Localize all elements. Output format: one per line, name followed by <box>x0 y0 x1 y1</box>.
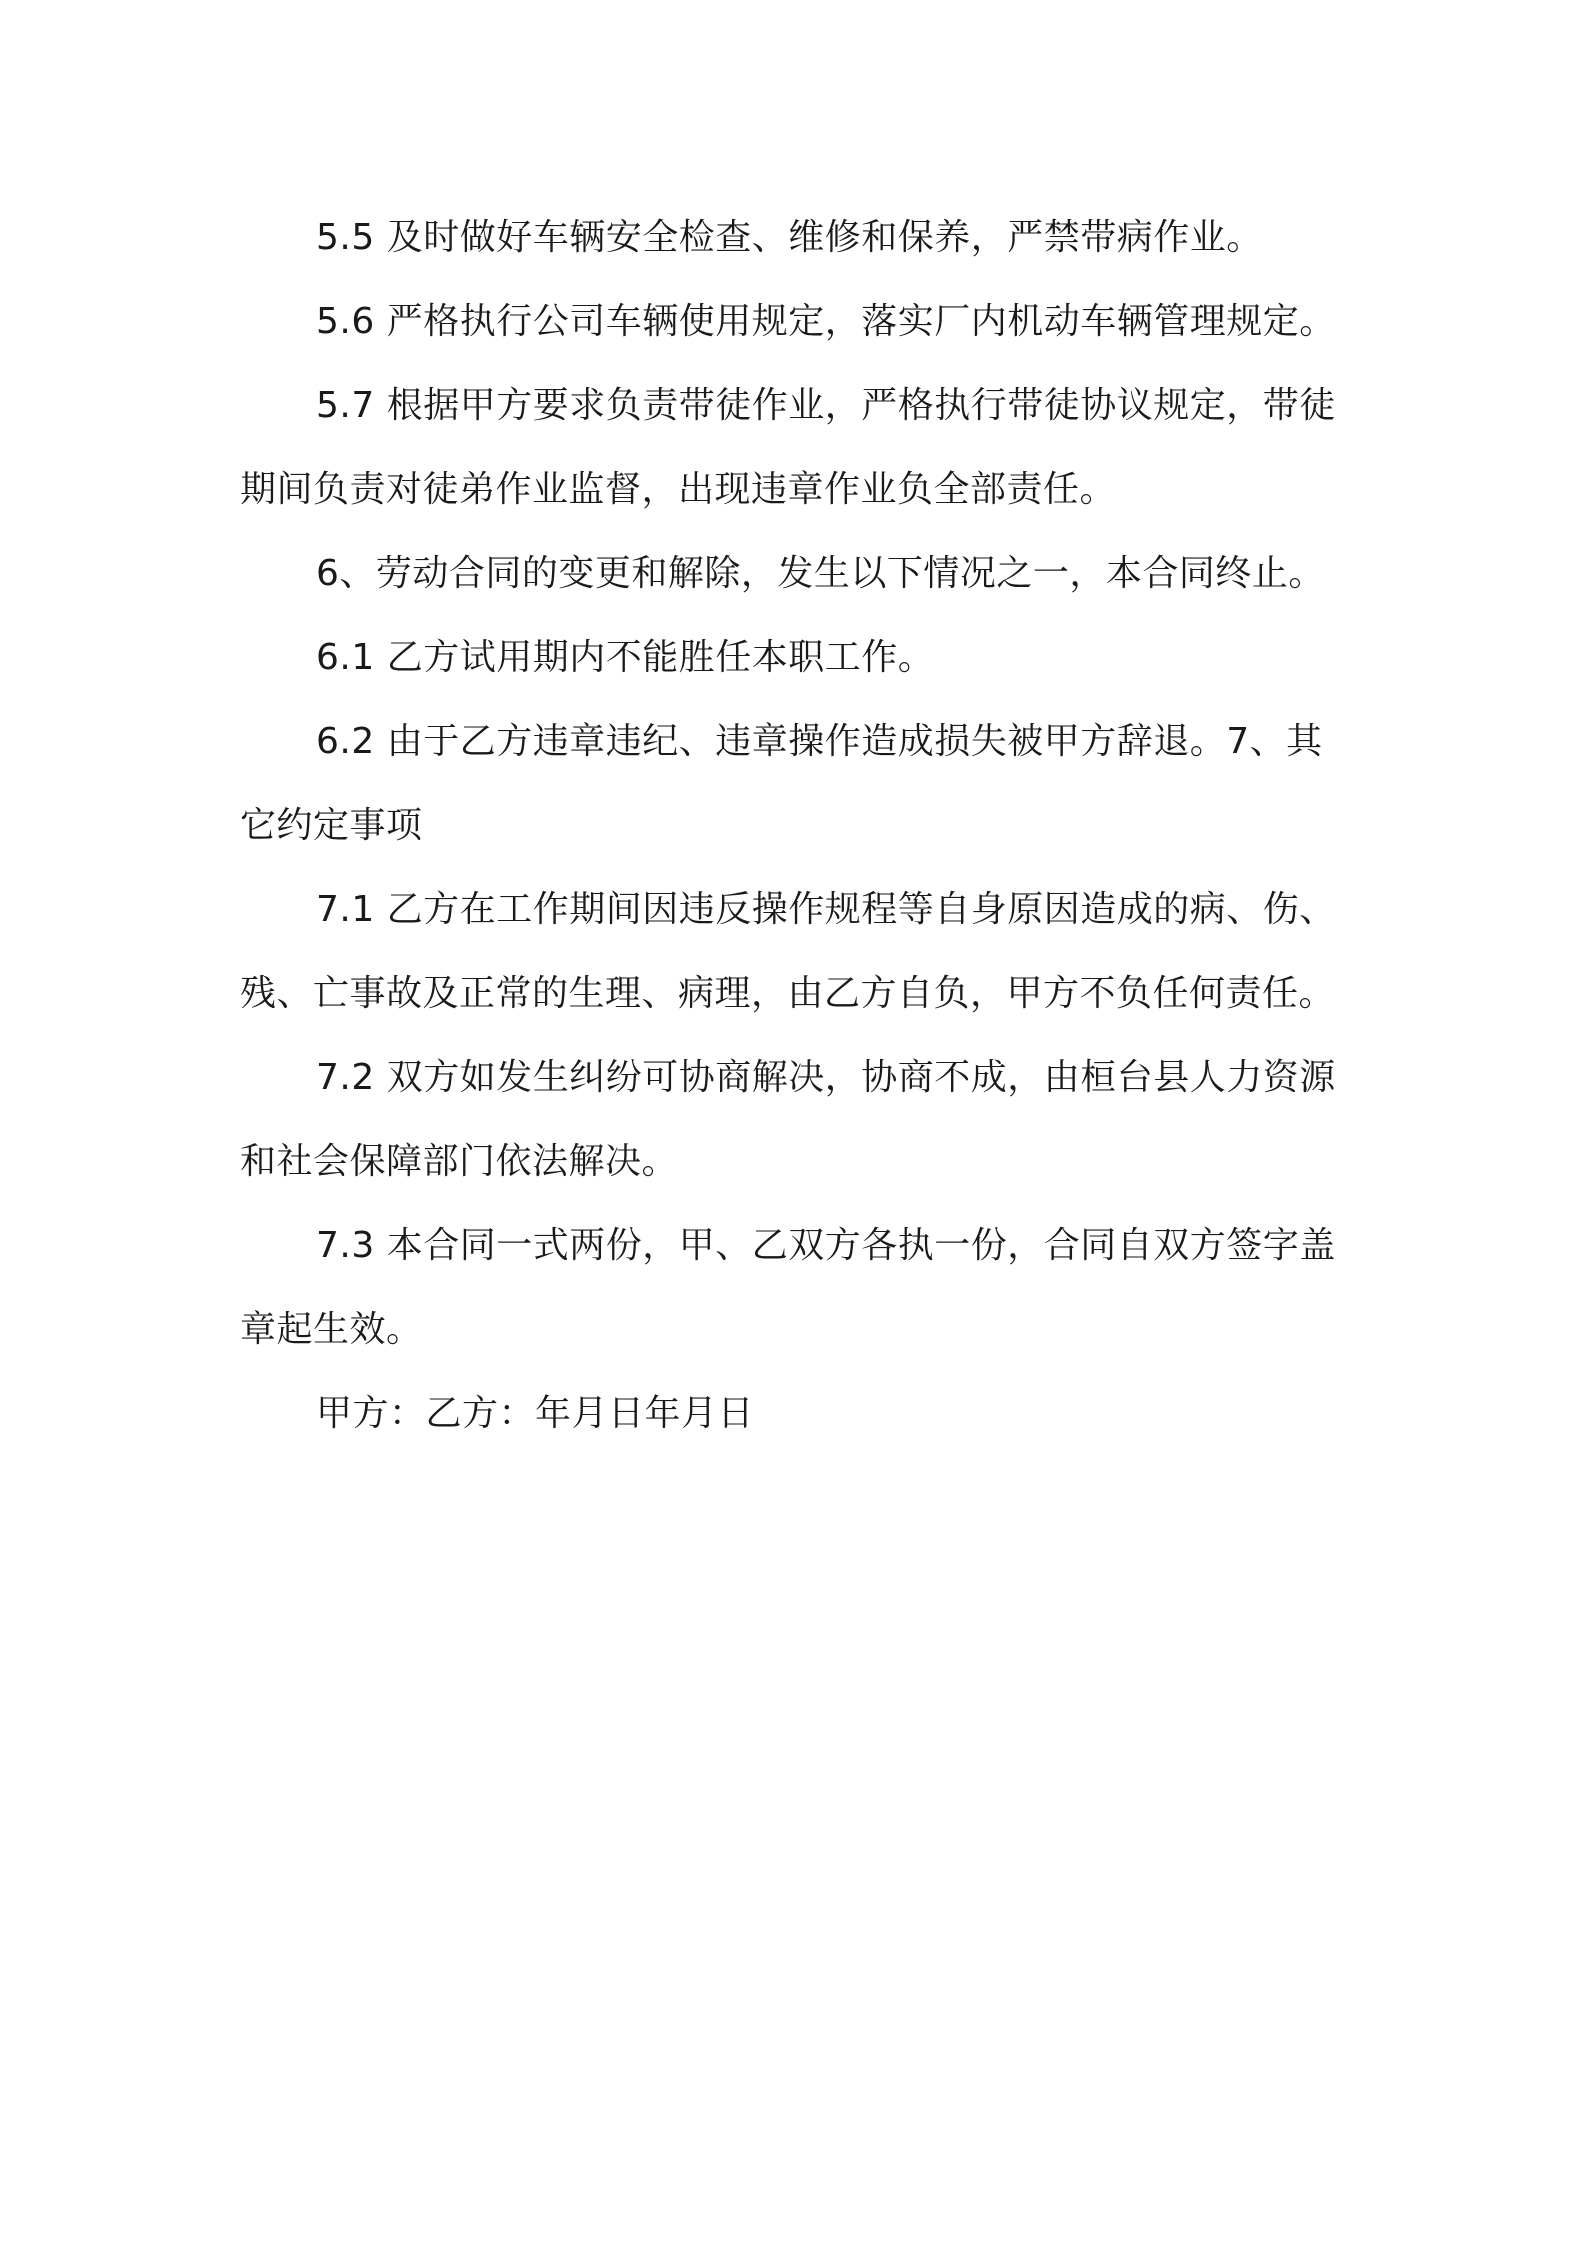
clause-6-1: 6.1 乙方试用期内不能胜任本职工作。 <box>316 637 935 678</box>
clause-5-5: 5.5 及时做好车辆安全检查、维修和保养，严禁带病作业。 <box>316 217 1263 258</box>
clause-6: 6、劳动合同的变更和解除，发生以下情况之一，本合同终止。 <box>316 553 1325 594</box>
signature-line: 甲方：乙方：年月日年月日 <box>316 1393 755 1434</box>
clause-5-7: 5.7 根据甲方要求负责带徒作业，严格执行带徒协议规定，带徒期间负责对徒弟作业监督，出现违章作业负全部责任。 <box>240 385 1336 510</box>
clause-7-2: 7.2 双方如发生纠纷可协商解决，协商不成，由桓台县人力资源和社会保障部门依法解决。 <box>240 1057 1336 1182</box>
document-body <box>240 196 1352 1456</box>
clause-7-1: 7.1 乙方在工作期间因违反操作规程等自身原因造成的病、伤、残、亡事故及正常的生理、病理，由乙方自负，甲方不负任何责任。 <box>240 889 1336 1014</box>
clause-6-2: 6.2 由于乙方违章违纪、违章操作造成损失被甲方辞退。7、其它约定事项 <box>240 721 1323 846</box>
clause-5-6: 5.6 严格执行公司车辆使用规定，落实厂内机动车辆管理规定。 <box>316 301 1336 342</box>
clause-7-3: 7.3 本合同一式两份，甲、乙双方各执一份，合同自双方签字盖章起生效。 <box>240 1225 1336 1350</box>
